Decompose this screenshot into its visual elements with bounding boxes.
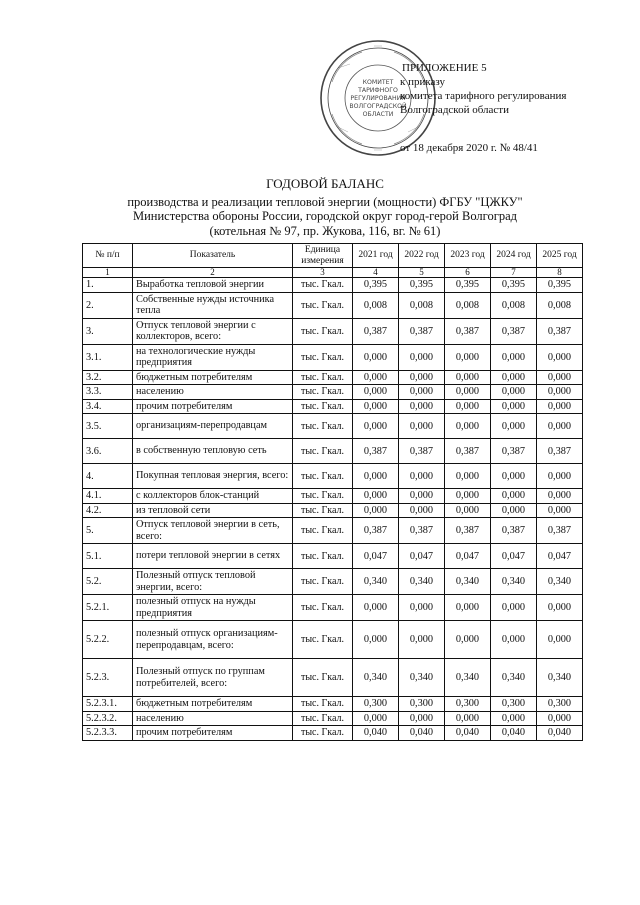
table-row bbox=[83, 344, 583, 370]
row-value: 0,000 bbox=[399, 621, 445, 659]
row-value: 0,047 bbox=[445, 544, 491, 569]
row-indicator: из тепловой сети bbox=[133, 503, 293, 518]
row-indicator: полезный отпуск организациям-перепродавцам, всего: bbox=[133, 621, 293, 659]
table-row bbox=[83, 292, 583, 318]
row-value: 0,000 bbox=[445, 464, 491, 489]
row-unit: тыс. Гкал. bbox=[293, 569, 353, 595]
title-line-3: (котельная № 97, пр. Жукова, 116, вг. № 61) bbox=[209, 223, 441, 238]
row-value: 0,340 bbox=[491, 659, 537, 697]
row-value: 0,000 bbox=[491, 489, 537, 504]
column-number: 4 bbox=[353, 268, 399, 278]
row-value: 0,008 bbox=[353, 292, 399, 318]
title-line-2: Министерства обороны России, городской округ город-герой Волгоград bbox=[132, 209, 517, 223]
row-unit: тыс. Гкал. bbox=[293, 385, 353, 400]
column-number: 5 bbox=[399, 268, 445, 278]
row-value: 0,340 bbox=[399, 569, 445, 595]
row-value: 0,387 bbox=[491, 439, 537, 464]
seal-line-3: РЕГУЛИРОВАНИЯ bbox=[350, 95, 406, 102]
seal-line-2: ТАРИФНОГО bbox=[358, 87, 398, 94]
row-value: 0,300 bbox=[491, 697, 537, 712]
row-value: 0,000 bbox=[537, 385, 583, 400]
table-row bbox=[83, 621, 583, 659]
table-row bbox=[83, 595, 583, 621]
row-value: 0,300 bbox=[445, 697, 491, 712]
row-value: 0,000 bbox=[353, 711, 399, 726]
row-unit: тыс. Гкал. bbox=[293, 621, 353, 659]
row-value: 0,387 bbox=[537, 439, 583, 464]
row-value: 0,000 bbox=[353, 595, 399, 621]
row-value: 0,000 bbox=[491, 414, 537, 439]
row-value: 0,000 bbox=[399, 711, 445, 726]
row-value: 0,340 bbox=[353, 569, 399, 595]
row-value: 0,300 bbox=[399, 697, 445, 712]
header-num: № п/п bbox=[83, 244, 133, 268]
table-row bbox=[83, 726, 583, 741]
row-unit: тыс. Гкал. bbox=[293, 414, 353, 439]
row-value: 0,000 bbox=[399, 344, 445, 370]
row-unit: тыс. Гкал. bbox=[293, 595, 353, 621]
row-indicator: бюджетным потребителям bbox=[133, 697, 293, 712]
row-value: 0,000 bbox=[399, 399, 445, 414]
row-value: 0,000 bbox=[445, 385, 491, 400]
row-number: 3.1. bbox=[83, 344, 133, 370]
row-indicator: Собственные нужды источника тепла bbox=[133, 292, 293, 318]
row-unit: тыс. Гкал. bbox=[293, 711, 353, 726]
row-value: 0,000 bbox=[353, 385, 399, 400]
appendix-line-3: Волгоградской области bbox=[400, 104, 509, 116]
row-number: 1. bbox=[83, 278, 133, 293]
row-value: 0,387 bbox=[491, 518, 537, 544]
row-value: 0,000 bbox=[445, 399, 491, 414]
row-value: 0,340 bbox=[537, 659, 583, 697]
row-indicator: прочим потребителям bbox=[133, 726, 293, 741]
row-value: 0,300 bbox=[537, 697, 583, 712]
header-year: 2021 год bbox=[353, 244, 399, 268]
row-value: 0,395 bbox=[399, 278, 445, 293]
row-number: 5. bbox=[83, 518, 133, 544]
row-value: 0,340 bbox=[445, 569, 491, 595]
row-value: 0,000 bbox=[537, 489, 583, 504]
row-value: 0,340 bbox=[537, 569, 583, 595]
row-indicator: Полезный отпуск по группам потребителей, всего: bbox=[133, 659, 293, 697]
row-number: 3.3. bbox=[83, 385, 133, 400]
row-value: 0,387 bbox=[445, 439, 491, 464]
row-indicator: на технологические нужды предприятия bbox=[133, 344, 293, 370]
row-unit: тыс. Гкал. bbox=[293, 518, 353, 544]
row-number: 3.6. bbox=[83, 439, 133, 464]
row-value: 0,000 bbox=[445, 621, 491, 659]
row-value: 0,000 bbox=[399, 385, 445, 400]
row-value: 0,008 bbox=[445, 292, 491, 318]
header-year: 2024 год bbox=[491, 244, 537, 268]
row-value: 0,008 bbox=[491, 292, 537, 318]
row-value: 0,000 bbox=[353, 370, 399, 385]
row-number: 3.4. bbox=[83, 399, 133, 414]
row-value: 0,000 bbox=[537, 414, 583, 439]
seal-line-1: КОМИТЕТ bbox=[362, 79, 394, 86]
row-number: 5.2.3.1. bbox=[83, 697, 133, 712]
row-indicator: Отпуск тепловой энергии в сеть, всего: bbox=[133, 518, 293, 544]
row-value: 0,000 bbox=[491, 464, 537, 489]
row-value: 0,000 bbox=[491, 344, 537, 370]
table-row bbox=[83, 370, 583, 385]
row-value: 0,387 bbox=[353, 518, 399, 544]
row-value: 0,000 bbox=[491, 503, 537, 518]
row-value: 0,000 bbox=[353, 414, 399, 439]
column-number: 7 bbox=[491, 268, 537, 278]
row-value: 0,340 bbox=[353, 659, 399, 697]
row-indicator: Выработка тепловой энергии bbox=[133, 278, 293, 293]
row-unit: тыс. Гкал. bbox=[293, 278, 353, 293]
row-value: 0,387 bbox=[399, 318, 445, 344]
row-value: 0,387 bbox=[445, 318, 491, 344]
row-unit: тыс. Гкал. bbox=[293, 464, 353, 489]
row-unit: тыс. Гкал. bbox=[293, 370, 353, 385]
header-year: 2022 год bbox=[399, 244, 445, 268]
row-value: 0,000 bbox=[399, 503, 445, 518]
appendix-date: от 18 декабря 2020 г. № 48/41 bbox=[400, 142, 538, 154]
appendix-block bbox=[400, 61, 566, 155]
table-row bbox=[83, 518, 583, 544]
row-value: 0,387 bbox=[353, 439, 399, 464]
row-value: 0,000 bbox=[445, 503, 491, 518]
row-number: 3.5. bbox=[83, 414, 133, 439]
title-line-1: производства и реализации тепловой энергии (мощности) ФГБУ "ЦЖКУ" bbox=[127, 194, 523, 209]
row-value: 0,000 bbox=[537, 464, 583, 489]
table-header-row bbox=[83, 244, 583, 268]
row-value: 0,000 bbox=[491, 711, 537, 726]
row-value: 0,395 bbox=[445, 278, 491, 293]
row-number: 3. bbox=[83, 318, 133, 344]
appendix-title: ПРИЛОЖЕНИЕ 5 bbox=[402, 62, 487, 74]
row-value: 0,000 bbox=[537, 344, 583, 370]
row-value: 0,000 bbox=[445, 489, 491, 504]
row-unit: тыс. Гкал. bbox=[293, 544, 353, 569]
row-value: 0,000 bbox=[537, 503, 583, 518]
header-year: 2025 год bbox=[537, 244, 583, 268]
row-value: 0,000 bbox=[353, 464, 399, 489]
row-value: 0,000 bbox=[353, 621, 399, 659]
row-value: 0,047 bbox=[491, 544, 537, 569]
header-unit: Единица измерения bbox=[293, 244, 353, 268]
table-row bbox=[83, 544, 583, 569]
table-row bbox=[83, 711, 583, 726]
row-value: 0,040 bbox=[399, 726, 445, 741]
row-indicator: населению bbox=[133, 385, 293, 400]
row-value: 0,340 bbox=[445, 659, 491, 697]
row-value: 0,000 bbox=[491, 370, 537, 385]
appendix-line-2: комитета тарифного регулирования bbox=[400, 90, 567, 102]
row-indicator: Отпуск тепловой энергии с коллекторов, всего: bbox=[133, 318, 293, 344]
row-number: 4. bbox=[83, 464, 133, 489]
row-value: 0,000 bbox=[399, 464, 445, 489]
row-number: 5.2.3.2. bbox=[83, 711, 133, 726]
row-value: 0,000 bbox=[537, 370, 583, 385]
row-value: 0,000 bbox=[399, 370, 445, 385]
row-unit: тыс. Гкал. bbox=[293, 292, 353, 318]
column-number-row bbox=[83, 268, 583, 278]
header-year: 2023 год bbox=[445, 244, 491, 268]
row-indicator: с коллекторов блок-станций bbox=[133, 489, 293, 504]
row-value: 0,040 bbox=[445, 726, 491, 741]
row-value: 0,047 bbox=[353, 544, 399, 569]
row-value: 0,000 bbox=[353, 399, 399, 414]
title-main: ГОДОВОЙ БАЛАНС bbox=[266, 176, 384, 191]
table-row bbox=[83, 318, 583, 344]
row-value: 0,387 bbox=[445, 518, 491, 544]
seal-line-4: ВОЛГОГРАДСКОЙ bbox=[349, 103, 407, 110]
row-number: 5.2.1. bbox=[83, 595, 133, 621]
row-indicator: населению bbox=[133, 711, 293, 726]
row-value: 0,000 bbox=[399, 595, 445, 621]
table-row bbox=[83, 489, 583, 504]
table-row bbox=[83, 385, 583, 400]
appendix-line-1: к приказу bbox=[400, 76, 446, 88]
row-number: 5.2. bbox=[83, 569, 133, 595]
table-row bbox=[83, 439, 583, 464]
row-value: 0,395 bbox=[491, 278, 537, 293]
row-value: 0,000 bbox=[399, 489, 445, 504]
row-unit: тыс. Гкал. bbox=[293, 503, 353, 518]
row-value: 0,387 bbox=[353, 318, 399, 344]
row-indicator: в собственную тепловую сеть bbox=[133, 439, 293, 464]
table-row bbox=[83, 569, 583, 595]
table-body bbox=[83, 278, 583, 741]
row-number: 5.1. bbox=[83, 544, 133, 569]
row-unit: тыс. Гкал. bbox=[293, 489, 353, 504]
row-value: 0,000 bbox=[399, 414, 445, 439]
row-value: 0,387 bbox=[399, 518, 445, 544]
row-value: 0,387 bbox=[399, 439, 445, 464]
row-value: 0,008 bbox=[399, 292, 445, 318]
row-number: 4.2. bbox=[83, 503, 133, 518]
row-value: 0,395 bbox=[537, 278, 583, 293]
row-value: 0,340 bbox=[399, 659, 445, 697]
table-row bbox=[83, 464, 583, 489]
row-unit: тыс. Гкал. bbox=[293, 318, 353, 344]
row-value: 0,008 bbox=[537, 292, 583, 318]
row-value: 0,000 bbox=[353, 344, 399, 370]
row-value: 0,040 bbox=[491, 726, 537, 741]
row-value: 0,000 bbox=[491, 621, 537, 659]
row-unit: тыс. Гкал. bbox=[293, 697, 353, 712]
row-value: 0,300 bbox=[353, 697, 399, 712]
row-value: 0,387 bbox=[537, 518, 583, 544]
row-indicator: полезный отпуск на нужды предприятия bbox=[133, 595, 293, 621]
row-value: 0,000 bbox=[537, 595, 583, 621]
row-value: 0,387 bbox=[537, 318, 583, 344]
row-indicator: организациям-перепродавцам bbox=[133, 414, 293, 439]
row-value: 0,047 bbox=[399, 544, 445, 569]
row-value: 0,000 bbox=[445, 414, 491, 439]
row-unit: тыс. Гкал. bbox=[293, 439, 353, 464]
row-value: 0,000 bbox=[491, 385, 537, 400]
row-number: 4.1. bbox=[83, 489, 133, 504]
row-unit: тыс. Гкал. bbox=[293, 659, 353, 697]
document-title bbox=[60, 177, 590, 238]
row-value: 0,000 bbox=[445, 344, 491, 370]
row-value: 0,000 bbox=[537, 399, 583, 414]
row-value: 0,000 bbox=[445, 370, 491, 385]
row-value: 0,040 bbox=[537, 726, 583, 741]
balance-table bbox=[82, 243, 583, 741]
row-number: 5.2.2. bbox=[83, 621, 133, 659]
row-indicator: прочим потребителям bbox=[133, 399, 293, 414]
row-number: 2. bbox=[83, 292, 133, 318]
row-unit: тыс. Гкал. bbox=[293, 726, 353, 741]
row-value: 0,000 bbox=[537, 621, 583, 659]
row-value: 0,000 bbox=[353, 503, 399, 518]
row-value: 0,000 bbox=[491, 399, 537, 414]
table-row bbox=[83, 399, 583, 414]
row-indicator: бюджетным потребителям bbox=[133, 370, 293, 385]
row-indicator: Покупная тепловая энергия, всего: bbox=[133, 464, 293, 489]
row-number: 5.2.3.3. bbox=[83, 726, 133, 741]
row-value: 0,000 bbox=[491, 595, 537, 621]
row-unit: тыс. Гкал. bbox=[293, 344, 353, 370]
row-value: 0,000 bbox=[445, 595, 491, 621]
row-value: 0,040 bbox=[353, 726, 399, 741]
row-indicator: потери тепловой энергии в сетях bbox=[133, 544, 293, 569]
row-number: 3.2. bbox=[83, 370, 133, 385]
column-number: 2 bbox=[133, 268, 293, 278]
column-number: 6 bbox=[445, 268, 491, 278]
row-unit: тыс. Гкал. bbox=[293, 399, 353, 414]
table-row bbox=[83, 278, 583, 293]
row-value: 0,340 bbox=[491, 569, 537, 595]
header-indicator: Показатель bbox=[133, 244, 293, 268]
column-number: 8 bbox=[537, 268, 583, 278]
table-row bbox=[83, 697, 583, 712]
row-value: 0,047 bbox=[537, 544, 583, 569]
column-number: 1 bbox=[83, 268, 133, 278]
column-number: 3 bbox=[293, 268, 353, 278]
row-value: 0,000 bbox=[445, 711, 491, 726]
row-value: 0,000 bbox=[353, 489, 399, 504]
seal-line-5: ОБЛАСТИ bbox=[362, 111, 394, 118]
row-value: 0,395 bbox=[353, 278, 399, 293]
table-row bbox=[83, 414, 583, 439]
row-number: 5.2.3. bbox=[83, 659, 133, 697]
row-value: 0,000 bbox=[537, 711, 583, 726]
table-row bbox=[83, 503, 583, 518]
row-indicator: Полезный отпуск тепловой энергии, всего: bbox=[133, 569, 293, 595]
table-row bbox=[83, 659, 583, 697]
row-value: 0,387 bbox=[491, 318, 537, 344]
